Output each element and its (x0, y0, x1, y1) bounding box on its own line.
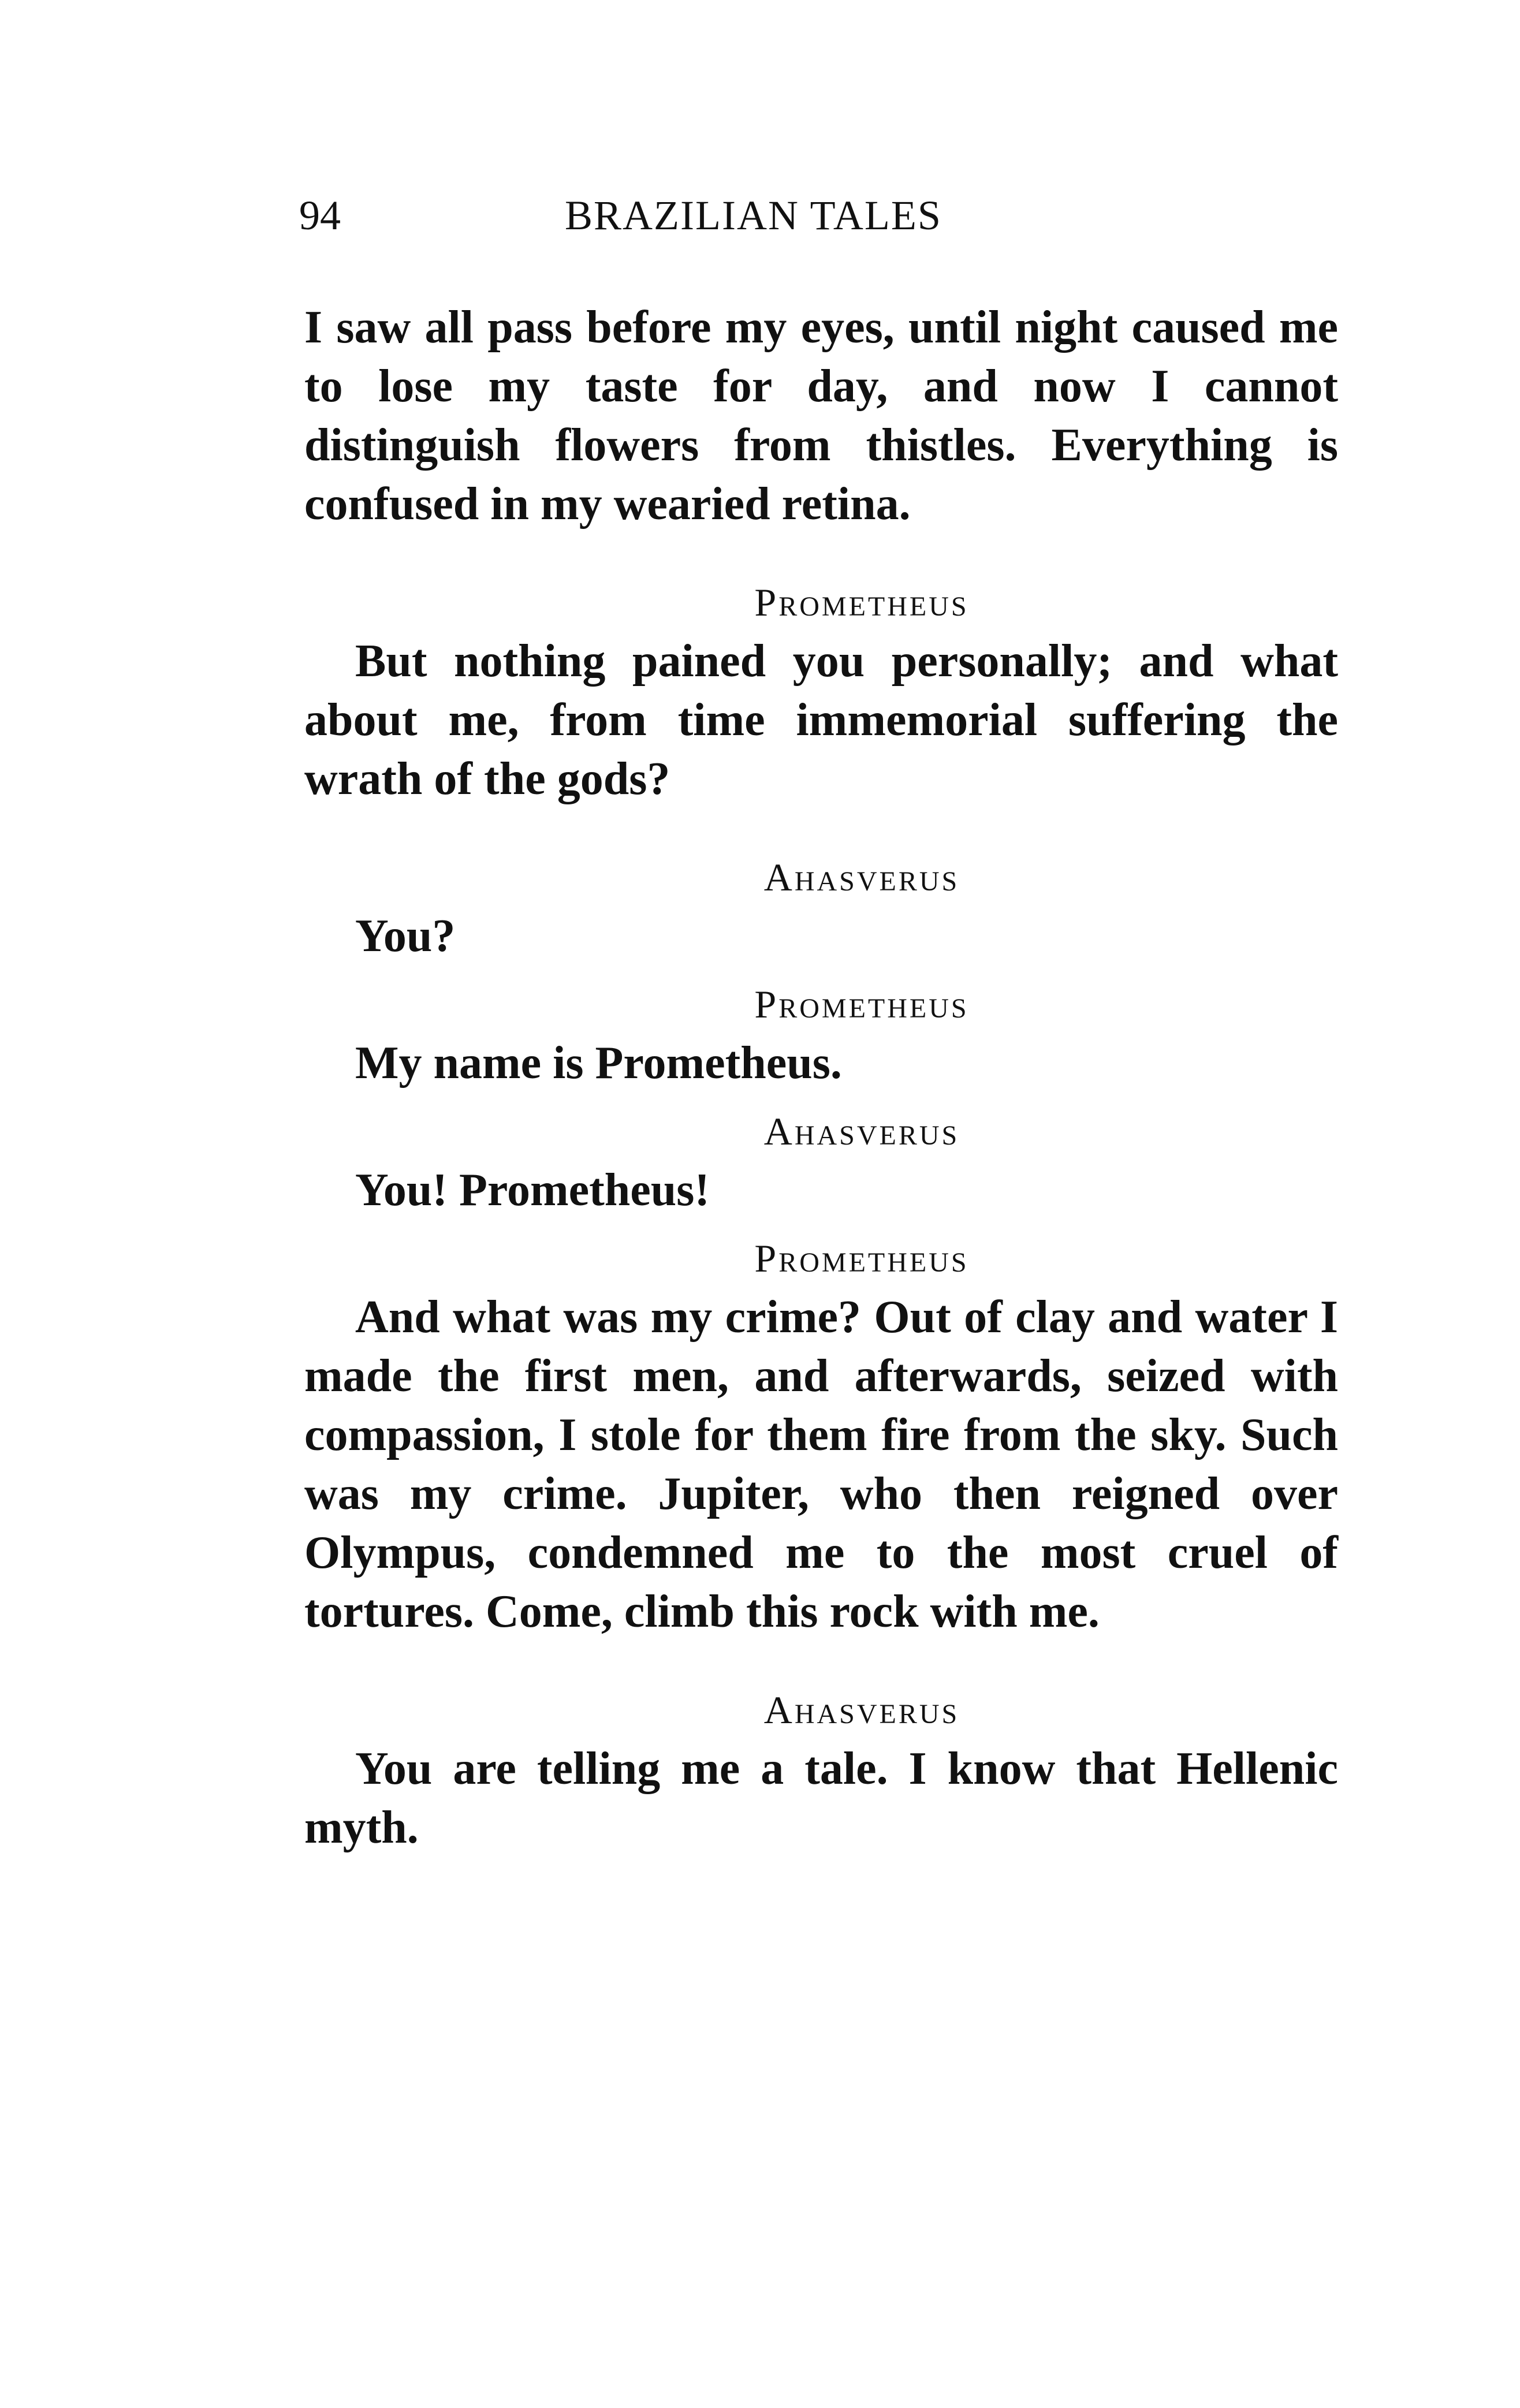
speaker-label: Prometheus (754, 982, 969, 1026)
page-number: 94 (299, 192, 341, 238)
book-title: BRAZILIAN TALES (565, 192, 942, 238)
speech-paragraph: But nothing pained you personally; and what about me, from time immemorial suffering the wrath of the gods? (304, 636, 1338, 804)
page-text (304, 298, 1338, 1857)
speaker-label: Ahasverus (763, 855, 960, 899)
speaker-label: Prometheus (754, 1236, 969, 1280)
speaker-label: Ahasverus (763, 1109, 960, 1153)
running-head (299, 184, 1339, 247)
speech-paragraph: And what was my crime? Out of clay and water I made the first men, and afterwards, seized with compassion, I stole for them fire from the sky. Such was my crime. Jupiter, who then reigned over Olympus, condemned me to the most cruel of tortures. Come, climb this rock with me. (304, 1292, 1338, 1637)
speaker-label: Prometheus (754, 580, 969, 624)
speaker-label: Ahasverus (763, 1688, 960, 1732)
speech-paragraph: You are telling me a tale. I know that Hellenic myth. (304, 1743, 1338, 1853)
opening-paragraph: I saw all pass before my eyes, until night caused me to lose my taste for day, and now I cannot distinguish flowers from thistles. Everything is confused in my wearied retina. (304, 302, 1338, 530)
speech-paragraph: You! Prometheus! (355, 1165, 710, 1216)
speech-paragraph: My name is Prometheus. (355, 1038, 842, 1089)
speech-paragraph: You? (355, 911, 456, 961)
